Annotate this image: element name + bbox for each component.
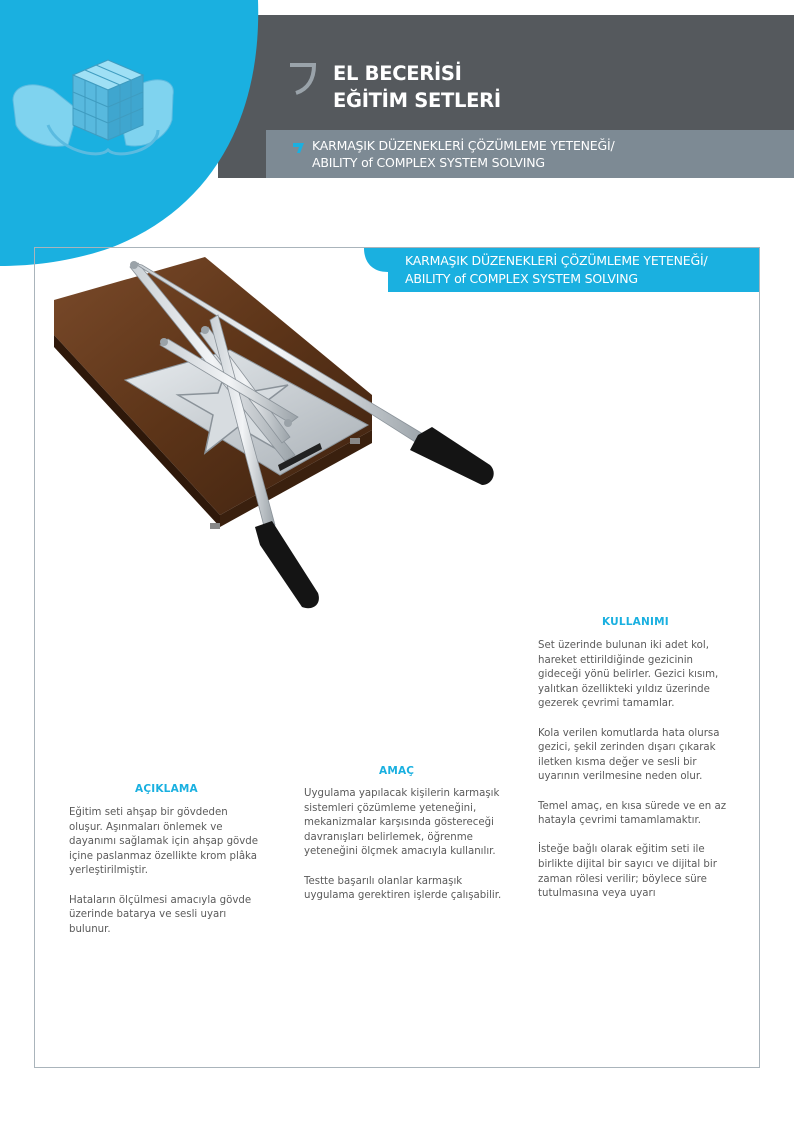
kullanim-title: KULLANIMI [602, 616, 669, 628]
kullanim-paragraph: Set üzerinde bulunan iki adet kol, hareket ettirildiğinde gezicinin gideceği yönü belirler. Gezici kısım, yalıtkan özellikteki yıldız üzerinde gezerek çevrimi tamamlar. [538, 640, 719, 710]
bracket-logo-icon [288, 61, 320, 95]
amac-title: AMAÇ [379, 765, 415, 777]
title-line-1: EL BECERİSİ [333, 62, 462, 85]
aciklama-paragraph: Hataların ölçülmesi amacıyla gövde üzerinde batarya ve sesli uyarı bulunur. [69, 894, 252, 935]
subtitle-en: ABILITY of COMPLEX SYSTEM SOLVING [312, 155, 545, 170]
product-photo [50, 255, 500, 620]
page-title [333, 60, 501, 114]
cube-hands-icon [8, 50, 178, 170]
amac-paragraph: Testte başarılı olanlar karmaşık uygulama gerektiren işlerde çalışabilir. [304, 875, 502, 902]
subtitle-tr: KARMAŞIK DÜZENEKLERİ ÇÖZÜMLEME YETENEĞİ/ [312, 138, 615, 153]
aciklama-paragraph: Eğitim seti ahşap bir gövdeden oluşur. Aşınmaları önlemek ve dayanımı sağlamak için ahşap gövde içine paslanmaz özellikte krom plâka yerleştirilmiştir. [69, 807, 259, 877]
arrow-bullet-icon [292, 141, 306, 155]
amac-body [304, 787, 508, 918]
product-banner-tr: KARMAŞIK DÜZENEKLERİ ÇÖZÜMLEME YETENEĞİ/ [405, 253, 708, 268]
header-subtitle [312, 137, 615, 171]
aciklama-body [69, 806, 259, 952]
amac-paragraph: Uygulama yapılacak kişilerin karmaşık sistemleri çözümleme yeteneğini, mekanizmalar karşısında göstereceği davranışları belirlemek, öğrenme yeteneğini ölçmek amacıyla kullanılır. [304, 788, 500, 858]
title-line-2: EĞİTİM SETLERİ [333, 89, 501, 112]
aciklama-title: AÇIKLAMA [135, 783, 198, 795]
kullanim-body [538, 639, 738, 916]
kullanim-paragraph: Temel amaç, en kısa sürede ve en az hatayla çevrimi tamamlamaktır. [538, 800, 727, 827]
kullanim-paragraph: İsteğe bağlı olarak eğitim seti ile birlikte dijital bir sayıcı ve dijital bir zaman rölesi verilir; böylece süre tutulmasına veya uyarı [538, 844, 717, 900]
kullanim-paragraph: Kola verilen komutlarda hata olursa gezici, şekil zerinden dışarı çıkarak iletken kısma değer ve sesli bir uyarının verilmesine neden olur. [538, 727, 720, 783]
product-banner-en: ABILITY of COMPLEX SYSTEM SOLVING [405, 271, 638, 286]
